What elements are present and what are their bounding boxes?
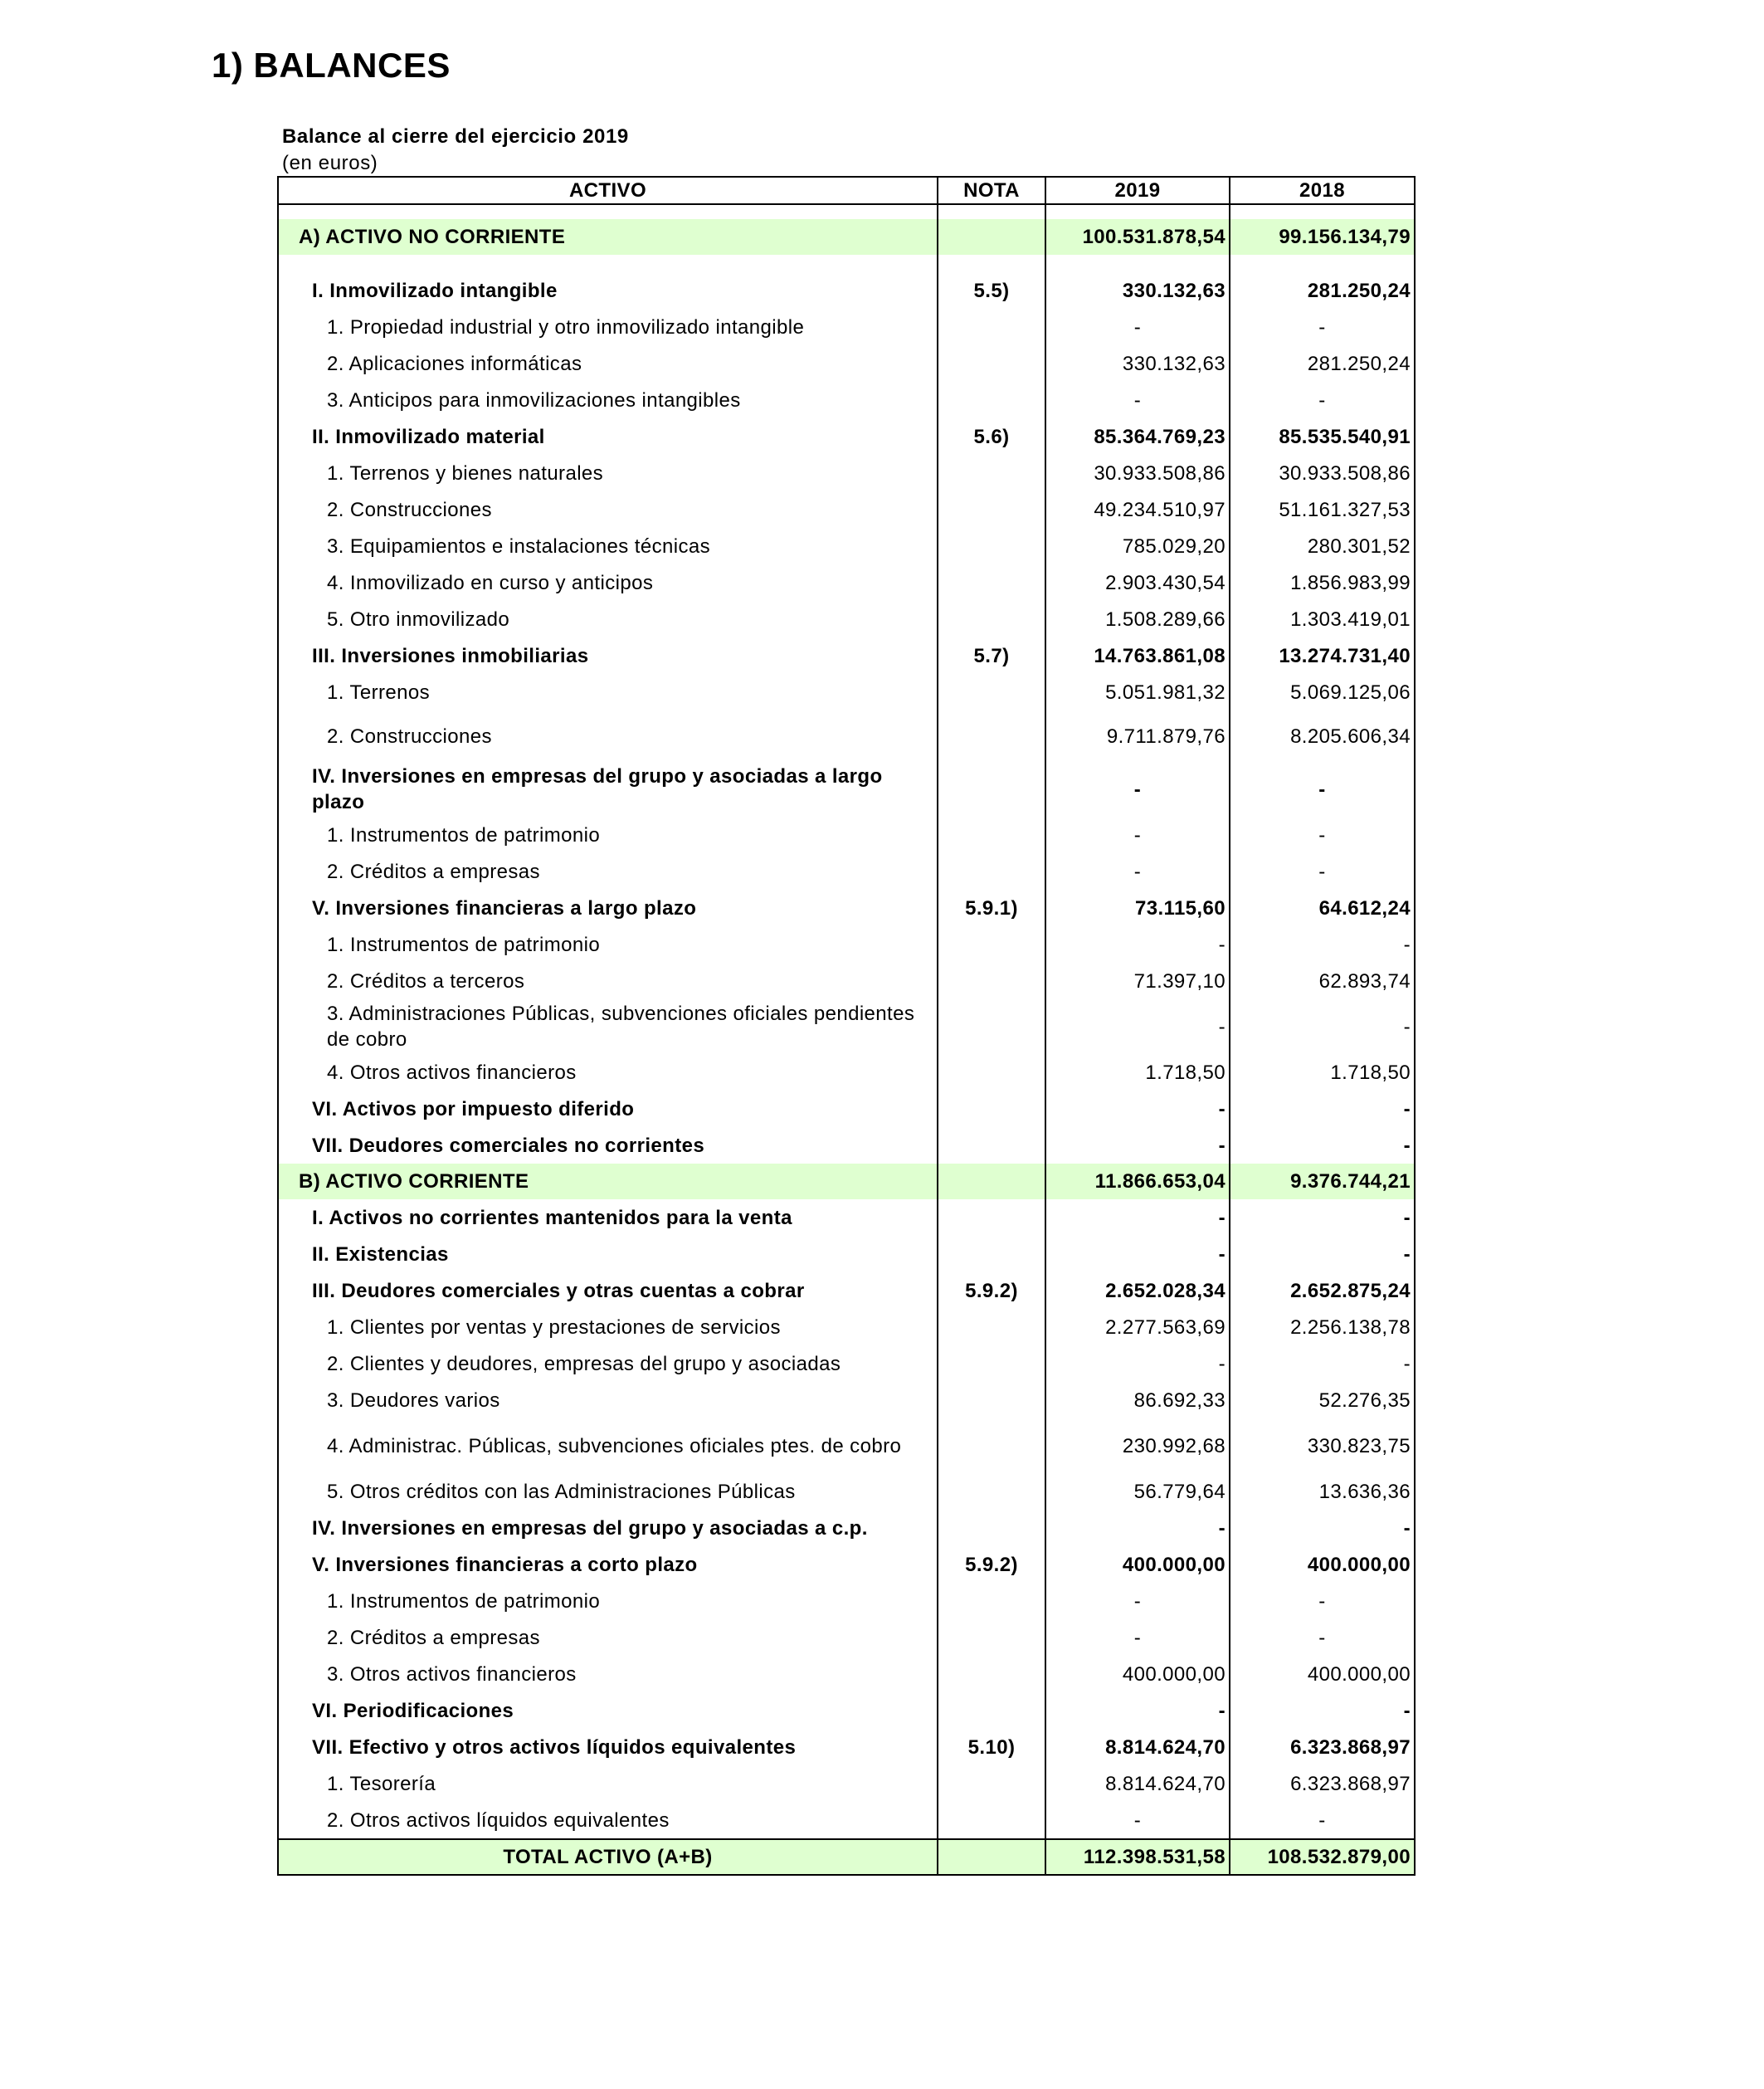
row-nota (938, 762, 1045, 817)
value-2019: - (1045, 817, 1230, 853)
value-2018: 281.250,24 (1230, 272, 1415, 309)
row-nota (938, 345, 1045, 382)
row-label: 3. Administraciones Públicas, subvenciones oficiales pendientes de cobro (278, 999, 938, 1054)
row-label: 4. Inmovilizado en curso y anticipos (278, 564, 938, 601)
table-subtitle: Balance al cierre del ejercicio 2019 (282, 125, 629, 148)
header-2019: 2019 (1045, 177, 1230, 204)
item-row (278, 1054, 1415, 1091)
item-row (278, 963, 1415, 999)
value-2019: 2.277.563,69 (1045, 1309, 1230, 1345)
group-row (278, 1091, 1415, 1127)
value-2018: 6.323.868,97 (1230, 1765, 1415, 1802)
row-label: III. Inversiones inmobiliarias (278, 637, 938, 674)
row-nota (938, 1839, 1045, 1875)
row-label: 2. Clientes y deudores, empresas del grupo y asociadas (278, 1345, 938, 1382)
row-nota (938, 455, 1045, 491)
spacer-cell (938, 204, 1045, 219)
value-2018: - (1230, 1619, 1415, 1656)
row-label: 2. Créditos a empresas (278, 853, 938, 890)
value-2018: 13.636,36 (1230, 1473, 1415, 1510)
item-row (278, 710, 1415, 762)
row-nota (938, 999, 1045, 1054)
table-units: (en euros) (282, 152, 378, 174)
value-2018: 1.856.983,99 (1230, 564, 1415, 601)
row-label: A) ACTIVO NO CORRIENTE (278, 219, 938, 255)
value-2019: 56.779,64 (1045, 1473, 1230, 1510)
row-label: 4. Administrac. Públicas, subvenciones oficiales ptes. de cobro (278, 1418, 938, 1473)
spacer-cell (278, 255, 938, 272)
spacer-cell (1045, 204, 1230, 219)
group-row (278, 1236, 1415, 1272)
value-2019: 71.397,10 (1045, 963, 1230, 999)
row-nota (938, 853, 1045, 890)
group-row (278, 1510, 1415, 1546)
row-nota (938, 1619, 1045, 1656)
value-2019: - (1045, 1236, 1230, 1272)
header-2018: 2018 (1230, 177, 1415, 204)
row-nota (938, 674, 1045, 710)
spacer-cell (1230, 255, 1415, 272)
row-nota (938, 1309, 1045, 1345)
value-2019: 86.692,33 (1045, 1382, 1230, 1418)
item-row (278, 345, 1415, 382)
value-2018: - (1230, 1583, 1415, 1619)
value-2018: - (1230, 926, 1415, 963)
item-row (278, 491, 1415, 528)
value-2018: 30.933.508,86 (1230, 455, 1415, 491)
spacer-row (278, 204, 1415, 219)
value-2019: - (1045, 853, 1230, 890)
balance-table (277, 176, 1416, 1876)
value-2019: 2.903.430,54 (1045, 564, 1230, 601)
row-nota (938, 963, 1045, 999)
row-label: 2. Aplicaciones informáticas (278, 345, 938, 382)
item-row (278, 1802, 1415, 1839)
row-nota (938, 1583, 1045, 1619)
value-2019: 230.992,68 (1045, 1418, 1230, 1473)
row-label: TOTAL ACTIVO (A+B) (278, 1839, 938, 1875)
item-row (278, 1418, 1415, 1473)
value-2019: 8.814.624,70 (1045, 1729, 1230, 1765)
row-label: IV. Inversiones en empresas del grupo y asociadas a largo plazo (278, 762, 938, 817)
row-label: B) ACTIVO CORRIENTE (278, 1164, 938, 1199)
value-2019: 785.029,20 (1045, 528, 1230, 564)
value-2018: - (1230, 999, 1415, 1054)
item-row (278, 853, 1415, 890)
value-2018: 51.161.327,53 (1230, 491, 1415, 528)
row-label: 1. Instrumentos de patrimonio (278, 817, 938, 853)
value-2019: 85.364.769,23 (1045, 418, 1230, 455)
spacer-cell (938, 255, 1045, 272)
value-2018: 62.893,74 (1230, 963, 1415, 999)
value-2018: 400.000,00 (1230, 1546, 1415, 1583)
row-nota (938, 1382, 1045, 1418)
item-row (278, 674, 1415, 710)
value-2018: 64.612,24 (1230, 890, 1415, 926)
row-label: 5. Otro inmovilizado (278, 601, 938, 637)
item-row (278, 1583, 1415, 1619)
value-2019: - (1045, 762, 1230, 817)
value-2019: 14.763.861,08 (1045, 637, 1230, 674)
row-nota (938, 1091, 1045, 1127)
row-nota (938, 1656, 1045, 1692)
section-row (278, 1164, 1415, 1199)
value-2018: 52.276,35 (1230, 1382, 1415, 1418)
item-row (278, 382, 1415, 418)
value-2018: - (1230, 1236, 1415, 1272)
row-nota (938, 1345, 1045, 1382)
value-2019: - (1045, 1127, 1230, 1164)
row-nota (938, 1054, 1045, 1091)
value-2018: 108.532.879,00 (1230, 1839, 1415, 1875)
row-label: I. Activos no corrientes mantenidos para la venta (278, 1199, 938, 1236)
value-2019: - (1045, 1802, 1230, 1839)
header-activo: ACTIVO (278, 177, 938, 204)
value-2019: - (1045, 1692, 1230, 1729)
row-nota: 5.7) (938, 637, 1045, 674)
value-2019: - (1045, 926, 1230, 963)
spacer-cell (1045, 255, 1230, 272)
value-2019: - (1045, 1199, 1230, 1236)
row-label: 1. Instrumentos de patrimonio (278, 926, 938, 963)
value-2018: - (1230, 1091, 1415, 1127)
value-2019: - (1045, 1583, 1230, 1619)
value-2019: - (1045, 382, 1230, 418)
row-label: I. Inmovilizado intangible (278, 272, 938, 309)
value-2018: 400.000,00 (1230, 1656, 1415, 1692)
item-row (278, 926, 1415, 963)
group-row (278, 1272, 1415, 1309)
value-2018: - (1230, 382, 1415, 418)
value-2019: 330.132,63 (1045, 345, 1230, 382)
row-label: VII. Deudores comerciales no corrientes (278, 1127, 938, 1164)
value-2018: - (1230, 853, 1415, 890)
row-nota: 5.5) (938, 272, 1045, 309)
row-nota (938, 528, 1045, 564)
row-nota (938, 491, 1045, 528)
item-row (278, 564, 1415, 601)
spacer-cell (278, 204, 938, 219)
item-row (278, 1309, 1415, 1345)
value-2018: 13.274.731,40 (1230, 637, 1415, 674)
value-2018: 280.301,52 (1230, 528, 1415, 564)
value-2019: - (1045, 1345, 1230, 1382)
row-label: 1. Instrumentos de patrimonio (278, 1583, 938, 1619)
group-row (278, 762, 1415, 817)
row-label: V. Inversiones financieras a corto plazo (278, 1546, 938, 1583)
value-2018: 9.376.744,21 (1230, 1164, 1415, 1199)
row-nota: 5.10) (938, 1729, 1045, 1765)
value-2019: 49.234.510,97 (1045, 491, 1230, 528)
item-row (278, 1619, 1415, 1656)
row-label: 5. Otros créditos con las Administraciones Públicas (278, 1473, 938, 1510)
row-label: 3. Equipamientos e instalaciones técnicas (278, 528, 938, 564)
value-2019: 400.000,00 (1045, 1656, 1230, 1692)
row-label: 2. Otros activos líquidos equivalentes (278, 1802, 938, 1839)
row-label: 4. Otros activos financieros (278, 1054, 938, 1091)
group-row (278, 890, 1415, 926)
row-label: 2. Construcciones (278, 491, 938, 528)
value-2018: 330.823,75 (1230, 1418, 1415, 1473)
value-2018: - (1230, 1345, 1415, 1382)
row-nota (938, 1692, 1045, 1729)
value-2019: 100.531.878,54 (1045, 219, 1230, 255)
value-2019: - (1045, 1510, 1230, 1546)
value-2018: 281.250,24 (1230, 345, 1415, 382)
value-2018: 2.256.138,78 (1230, 1309, 1415, 1345)
row-nota: 5.9.1) (938, 890, 1045, 926)
group-row (278, 1546, 1415, 1583)
row-label: 1. Terrenos (278, 674, 938, 710)
value-2018: 2.652.875,24 (1230, 1272, 1415, 1309)
value-2019: 30.933.508,86 (1045, 455, 1230, 491)
row-nota: 5.9.2) (938, 1272, 1045, 1309)
row-label: VI. Periodificaciones (278, 1692, 938, 1729)
row-label: 3. Anticipos para inmovilizaciones intangibles (278, 382, 938, 418)
group-row (278, 1199, 1415, 1236)
row-nota (938, 1164, 1045, 1199)
row-label: VI. Activos por impuesto diferido (278, 1091, 938, 1127)
row-nota (938, 564, 1045, 601)
row-nota (938, 1236, 1045, 1272)
item-row (278, 1656, 1415, 1692)
value-2018: - (1230, 762, 1415, 817)
row-label: VII. Efectivo y otros activos líquidos equivalentes (278, 1729, 938, 1765)
row-label: II. Existencias (278, 1236, 938, 1272)
value-2019: 9.711.879,76 (1045, 710, 1230, 762)
page-title: 1) BALANCES (212, 46, 451, 85)
row-nota (938, 1418, 1045, 1473)
row-label: 1. Propiedad industrial y otro inmovilizado intangible (278, 309, 938, 345)
row-label: 2. Construcciones (278, 710, 938, 762)
row-nota (938, 1473, 1045, 1510)
spacer-cell (1230, 204, 1415, 219)
item-row (278, 1765, 1415, 1802)
item-row (278, 455, 1415, 491)
value-2019: 400.000,00 (1045, 1546, 1230, 1583)
row-nota (938, 1127, 1045, 1164)
row-label: 2. Créditos a empresas (278, 1619, 938, 1656)
row-nota (938, 1199, 1045, 1236)
row-nota (938, 1765, 1045, 1802)
value-2018: 5.069.125,06 (1230, 674, 1415, 710)
value-2018: - (1230, 1127, 1415, 1164)
item-row (278, 1345, 1415, 1382)
spacer-row (278, 255, 1415, 272)
header-nota: NOTA (938, 177, 1045, 204)
row-nota (938, 1510, 1045, 1546)
value-2019: 330.132,63 (1045, 272, 1230, 309)
row-nota (938, 710, 1045, 762)
value-2019: - (1045, 309, 1230, 345)
item-row (278, 1473, 1415, 1510)
row-label: II. Inmovilizado material (278, 418, 938, 455)
value-2019: 5.051.981,32 (1045, 674, 1230, 710)
item-row (278, 817, 1415, 853)
value-2019: 112.398.531,58 (1045, 1839, 1230, 1875)
balance-body (278, 204, 1415, 1875)
value-2018: - (1230, 1802, 1415, 1839)
item-row (278, 601, 1415, 637)
item-row (278, 309, 1415, 345)
row-label: 1. Clientes por ventas y prestaciones de servicios (278, 1309, 938, 1345)
value-2018: - (1230, 1692, 1415, 1729)
row-label: 3. Otros activos financieros (278, 1656, 938, 1692)
row-nota (938, 1802, 1045, 1839)
value-2019: 1.508.289,66 (1045, 601, 1230, 637)
item-row (278, 1382, 1415, 1418)
item-row (278, 999, 1415, 1054)
row-label: IV. Inversiones en empresas del grupo y asociadas a c.p. (278, 1510, 938, 1546)
total-row (278, 1839, 1415, 1875)
row-nota (938, 601, 1045, 637)
value-2018: - (1230, 817, 1415, 853)
value-2018: 6.323.868,97 (1230, 1729, 1415, 1765)
value-2019: 8.814.624,70 (1045, 1765, 1230, 1802)
row-label: 1. Tesorería (278, 1765, 938, 1802)
item-row (278, 528, 1415, 564)
value-2019: 2.652.028,34 (1045, 1272, 1230, 1309)
value-2018: 85.535.540,91 (1230, 418, 1415, 455)
value-2018: - (1230, 1510, 1415, 1546)
row-nota: 5.9.2) (938, 1546, 1045, 1583)
row-label: 3. Deudores varios (278, 1382, 938, 1418)
group-row (278, 637, 1415, 674)
value-2018: - (1230, 1199, 1415, 1236)
value-2019: 73.115,60 (1045, 890, 1230, 926)
value-2019: - (1045, 1091, 1230, 1127)
value-2018: 1.718,50 (1230, 1054, 1415, 1091)
row-nota (938, 382, 1045, 418)
row-nota (938, 219, 1045, 255)
table-header-row (278, 177, 1415, 204)
value-2019: 1.718,50 (1045, 1054, 1230, 1091)
value-2019: - (1045, 1619, 1230, 1656)
value-2018: 8.205.606,34 (1230, 710, 1415, 762)
group-row (278, 1127, 1415, 1164)
section-row (278, 219, 1415, 255)
row-nota (938, 926, 1045, 963)
group-row (278, 1692, 1415, 1729)
row-nota (938, 817, 1045, 853)
row-label: 1. Terrenos y bienes naturales (278, 455, 938, 491)
value-2019: - (1045, 999, 1230, 1054)
value-2018: 1.303.419,01 (1230, 601, 1415, 637)
row-nota (938, 309, 1045, 345)
row-label: 2. Créditos a terceros (278, 963, 938, 999)
value-2018: 99.156.134,79 (1230, 219, 1415, 255)
group-row (278, 1729, 1415, 1765)
row-nota: 5.6) (938, 418, 1045, 455)
row-label: III. Deudores comerciales y otras cuentas a cobrar (278, 1272, 938, 1309)
group-row (278, 418, 1415, 455)
value-2018: - (1230, 309, 1415, 345)
group-row (278, 272, 1415, 309)
value-2019: 11.866.653,04 (1045, 1164, 1230, 1199)
row-label: V. Inversiones financieras a largo plazo (278, 890, 938, 926)
